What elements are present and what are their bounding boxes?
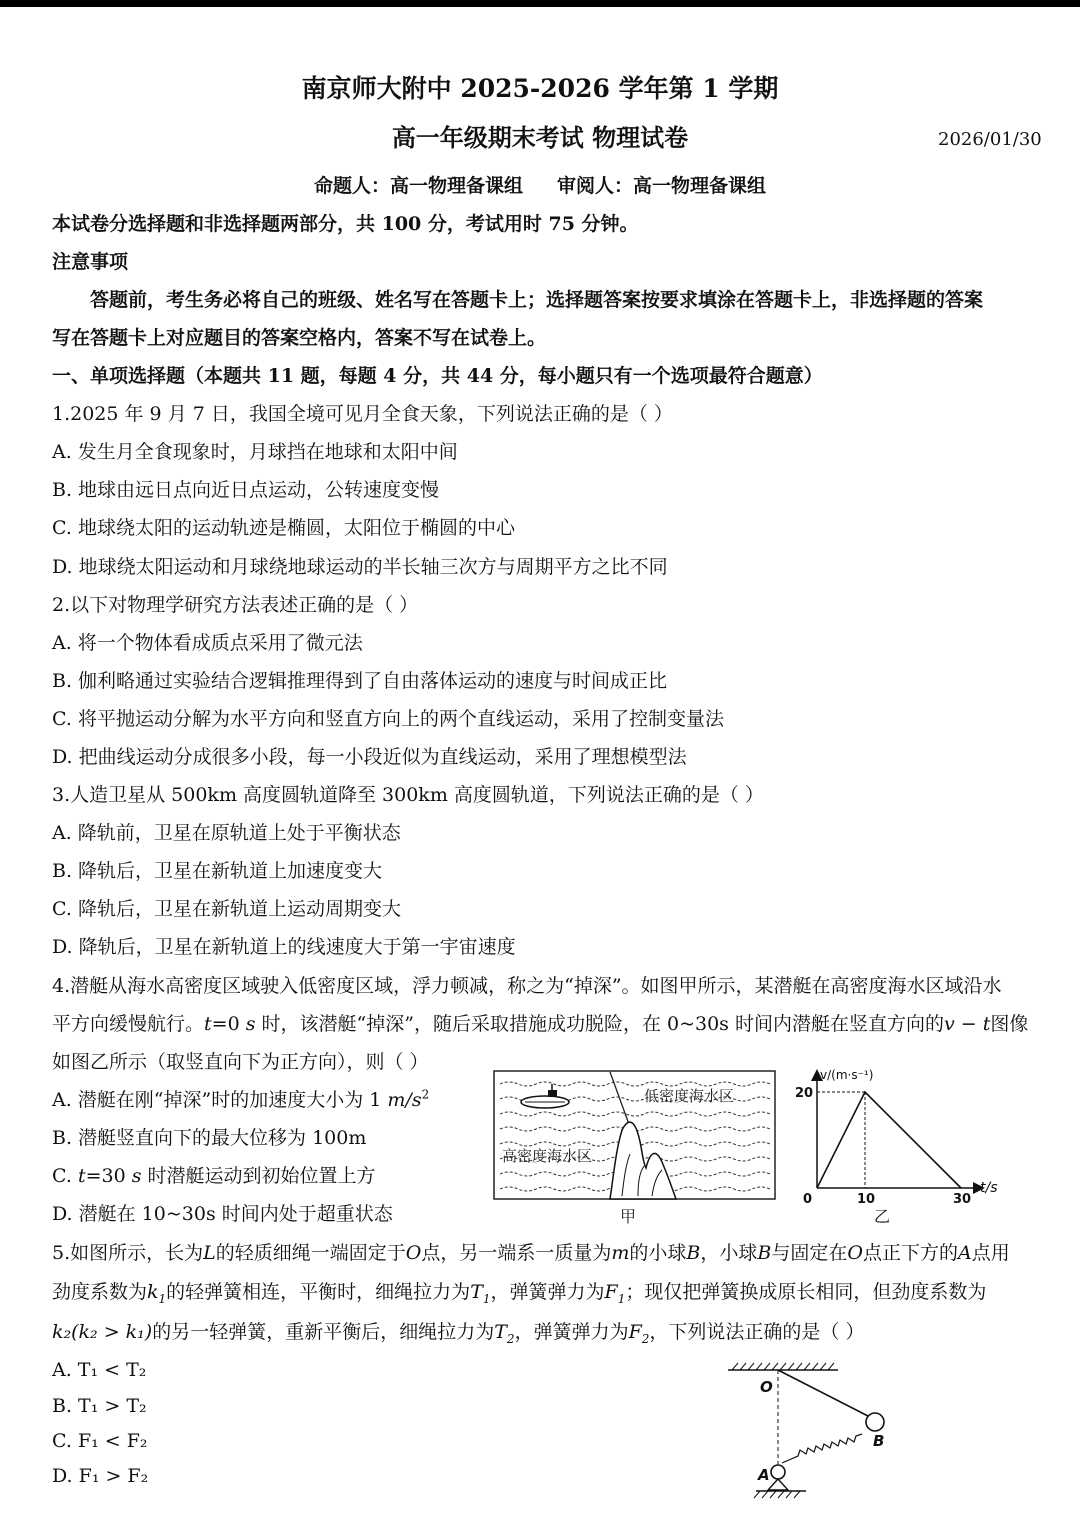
q5-l2-k1: 1: [158, 1291, 167, 1306]
q2-stem: 2.以下对物理学研究方法表述正确的是（ ）: [52, 594, 419, 616]
q5-l1-m: m: [611, 1242, 630, 1264]
q4-a-exp: 2: [421, 1087, 430, 1102]
q1-stem: 1.2025 年 9 月 7 日，我国全境可见月全食天象，下列说法正确的是（ ）: [52, 403, 673, 425]
q5-l1-f: 与固定在: [771, 1242, 848, 1264]
y-tick-label: 20: [795, 1086, 814, 1101]
x-tick-label: 0: [803, 1192, 813, 1207]
q4-stem2-post: 图像: [990, 1013, 1029, 1035]
q5-option-a: A. T₁ < T₂: [52, 1359, 147, 1381]
vt-series-line: [817, 1092, 961, 1188]
q3-option-c: C. 降轨后，卫星在新轨道上运动周期变大: [52, 898, 401, 920]
q5-l3-c: ，下列说法正确的是（ ）: [649, 1321, 865, 1343]
q5-option-d: D. F₁ > F₂: [52, 1465, 149, 1487]
q5-option-b: B. T₁ > T₂: [52, 1395, 147, 1417]
notes-line-2: 写在答题卡上对应题目的答案空格内，答案不写在试卷上。: [52, 327, 547, 349]
q5-stem-line1: [52, 1241, 1010, 1265]
q3-option-d: D. 降轨后，卫星在新轨道上的线速度大于第一宇宙速度: [52, 936, 516, 958]
q5-l1-g: 点正下方的: [862, 1242, 958, 1264]
q5-l3-F2: 2: [641, 1331, 650, 1346]
q5-l2-F: F: [604, 1281, 618, 1303]
q5-l1-d: 的小球: [629, 1242, 687, 1264]
q5-l3-F: F: [628, 1321, 642, 1343]
x-axis-label: t/s: [980, 1180, 998, 1196]
q4-stem-line1: 4.潜艇从海水高密度区域驶入低密度区域，浮力顿减，称之为“掉深”。如图甲所示，某潜艇在高密度海水区域沿水: [52, 975, 1002, 997]
q4-c-t: t: [77, 1165, 86, 1187]
figure-jia-submarine: [492, 1068, 778, 1232]
q2-option-a: A. 将一个物体看成质点采用了微元法: [52, 632, 363, 654]
q4-option-c: [52, 1164, 376, 1188]
q4-c-s: s: [131, 1165, 142, 1187]
x-tick-label: 30: [953, 1192, 972, 1207]
q5-l2-T1: 1: [482, 1291, 491, 1306]
q5-l1-B2: B: [757, 1242, 772, 1264]
q4-stem2-t: t: [204, 1013, 212, 1035]
authors-line: [0, 174, 1080, 198]
x-tick-label: 10: [857, 1192, 876, 1207]
q5-l2-F1: 1: [617, 1291, 626, 1306]
spring: [782, 1434, 862, 1463]
reviewer: 审阅人：高一物理备课组: [557, 175, 767, 197]
q5-l1-B: B: [686, 1242, 701, 1264]
q4-a-unit: m/s: [387, 1089, 422, 1111]
q5-option-c: C. F₁ < F₂: [52, 1430, 148, 1452]
figure-yi-caption: 乙: [874, 1207, 891, 1226]
q5-l3-expr: k₂(k₂ > k₁): [52, 1321, 153, 1343]
hinge-a: [771, 1465, 785, 1479]
q5-l3-a: 的另一轻弹簧，重新平衡后，细绳拉力为: [152, 1321, 495, 1343]
notes-heading: 注意事项: [52, 251, 129, 273]
y-axis-label: v/(m·s⁻¹): [820, 1068, 874, 1082]
setter: 命题人：高一物理备课组: [313, 175, 523, 197]
q5-l1-A: A: [957, 1242, 972, 1264]
q5-l1-e: ，小球: [700, 1242, 758, 1264]
label-o: O: [760, 1378, 773, 1396]
q4-stem2-mid2: 时，该潜艇“掉深”，随后采取措施成功脱险，在 0~30s 时间内潜艇在竖直方向的: [255, 1013, 944, 1035]
q4-stem2-vt: v − t: [943, 1013, 991, 1035]
q5-l2-k: k: [147, 1281, 159, 1303]
q4-a-pre: A. 潜艇在刚“掉深”时的加速度大小为 1: [52, 1089, 388, 1111]
figure-q5-rope-spring: [720, 1360, 900, 1510]
q5-l1-O: O: [405, 1242, 422, 1264]
q4-stem2-mid1: =0: [211, 1013, 246, 1035]
q5-stem-line2: [52, 1280, 986, 1304]
notes-line-1: 答题前，考生务必将自己的班级、姓名写在答题卡上；选择题答案按要求填涂在答题卡上，非选择题的答案: [90, 289, 984, 311]
rope: [778, 1370, 868, 1416]
q1-option-c: C. 地球绕太阳的运动轨迹是椭圆，太阳位于椭圆的中心: [52, 517, 515, 539]
q4-c-post: 时潜艇运动到初始位置上方: [141, 1165, 376, 1187]
q2-option-d: D. 把曲线运动分成很多小段，每一小段近似为直线运动，采用了理想模型法: [52, 746, 687, 768]
figure-jia-caption: 甲: [620, 1207, 637, 1226]
ball-b: [866, 1413, 884, 1431]
q5-stem-line3: [52, 1320, 864, 1344]
label-a: A: [758, 1466, 770, 1484]
q4-stem-line2: [52, 1012, 1028, 1036]
q5-l1-c: 点，另一端系一质量为: [421, 1242, 612, 1264]
low-density-label: 低密度海水区: [644, 1087, 735, 1105]
q1-option-a: A. 发生月全食现象时，月球挡在地球和太阳中间: [52, 441, 458, 463]
exam-date: 2026/01/30: [938, 129, 1042, 150]
q4-stem-line3: 如图乙所示（取竖直向下为正方向），则（ ）: [52, 1051, 429, 1073]
q5-l2-T: T: [470, 1281, 483, 1303]
q3-option-b: B. 降轨后，卫星在新轨道上加速度变大: [52, 860, 383, 882]
figure-yi-vt-graph: [790, 1062, 1020, 1232]
high-density-label: 高密度海水区: [502, 1147, 593, 1165]
q5-l2-a: 劲度系数为: [52, 1281, 148, 1303]
q1-option-b: B. 地球由远日点向近日点运动，公转速度变慢: [52, 479, 440, 501]
q4-option-b: B. 潜艇竖直向下的最大位移为 100m: [52, 1127, 367, 1149]
q2-option-c: C. 将平抛运动分解为水平方向和竖直方向上的两个直线运动，采用了控制变量法: [52, 708, 724, 730]
q5-l2-b: 的轻弹簧相连，平衡时，细绳拉力为: [166, 1281, 471, 1303]
exam-title-line2: 高一年级期末考试 物理试卷: [391, 123, 689, 152]
q5-l1-h: 点用: [971, 1242, 1010, 1264]
q4-stem2-s: s: [245, 1013, 256, 1035]
section-heading: 一、单项选择题（本题共 11 题，每题 4 分，共 44 分，每小题只有一个选项最符合题意）: [52, 365, 823, 387]
top-border: [0, 0, 1080, 7]
q1-option-d: D. 地球绕太阳运动和月球绕地球运动的半长轴三次方与周期平方之比不同: [52, 556, 668, 578]
exam-summary: 本试卷分选择题和非选择题两部分，共 100 分，考试用时 75 分钟。: [52, 213, 639, 235]
q5-l1-O2: O: [847, 1242, 863, 1264]
q5-l1-a: 5.如图所示，长为: [52, 1242, 204, 1264]
q5-l3-b: ，弹簧弹力为: [514, 1321, 629, 1343]
q5-l3-T2: 2: [506, 1331, 515, 1346]
q4-stem2-pre: 平方向缓慢航行。: [52, 1013, 205, 1035]
q4-option-a: [52, 1088, 429, 1112]
label-b: B: [873, 1432, 885, 1450]
q4-option-d: D. 潜艇在 10~30s 时间内处于超重状态: [52, 1203, 393, 1225]
q2-option-b: B. 伽利略通过实验结合逻辑推理得到了自由落体运动的速度与时间成正比: [52, 670, 668, 692]
q5-l1-b: 的轻质细绳一端固定于: [215, 1242, 406, 1264]
q4-c-pre: C.: [52, 1165, 78, 1187]
q5-l1-L: L: [203, 1242, 216, 1264]
q3-option-a: A. 降轨前，卫星在原轨道上处于平衡状态: [52, 822, 401, 844]
q3-stem: 3.人造卫星从 500km 高度圆轨道降至 300km 高度圆轨道，下列说法正确的是（ ）: [52, 784, 764, 806]
q5-l2-c: ，弹簧弹力为: [490, 1281, 605, 1303]
q5-l2-d: ；现仅把弹簧换成原长相同，但劲度系数为: [625, 1281, 987, 1303]
q5-l3-T: T: [494, 1321, 507, 1343]
q4-c-mid: =30: [85, 1165, 132, 1187]
exam-title-line1: 南京师大附中 2025-2026 学年第 1 学期: [301, 74, 779, 103]
